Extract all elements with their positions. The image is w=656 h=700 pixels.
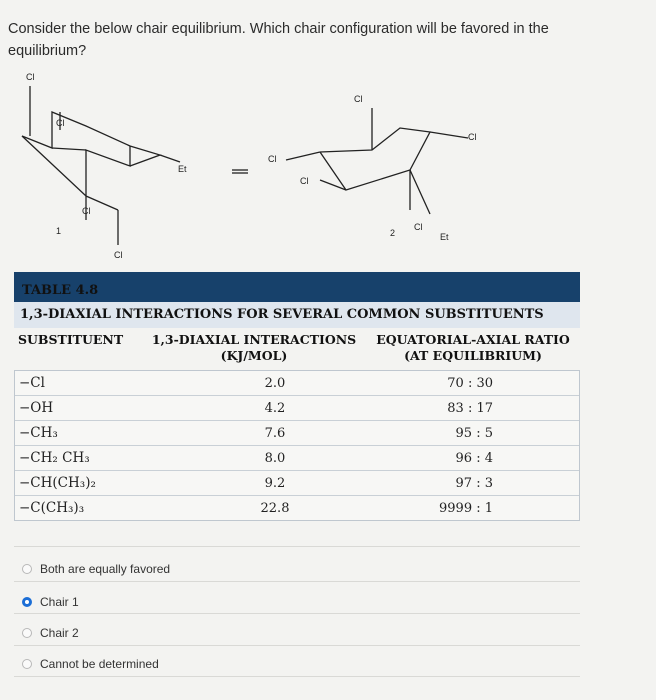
option-label: Chair 1 (40, 595, 79, 609)
table-row (15, 396, 579, 421)
table-row (15, 496, 579, 520)
cell-ratio: 70 : 30 (447, 375, 493, 391)
cell-ratio: 83 : 17 (447, 400, 493, 416)
option-label: Cannot be determined (40, 657, 159, 671)
chair-1-structure (22, 86, 180, 245)
equilibrium-arrow (232, 170, 248, 173)
chair-2-label-cl-right: Cl (468, 132, 477, 142)
table-body (14, 370, 580, 521)
divider (14, 581, 580, 582)
header-substituent: SUBSTITUENT (18, 332, 124, 347)
chair-2-label-cl-inner: Cl (300, 176, 309, 186)
cell-energy: 22.8 (260, 500, 290, 516)
cell-ratio: 96 : 4 (455, 450, 493, 466)
table-title: TABLE 4.8 (14, 272, 580, 302)
data-table (14, 272, 580, 368)
table-row (15, 446, 579, 471)
cell-energy: 2.0 (264, 375, 286, 391)
radio-button[interactable] (22, 564, 32, 574)
cell-energy: 8.0 (264, 450, 286, 466)
cell-ratio: 97 : 3 (455, 475, 493, 491)
question-text: Consider the below chair equilibrium. Which chair configuration will be favored in the equilibrium? (8, 21, 549, 59)
table-header-row (14, 328, 580, 368)
option-label: Chair 2 (40, 626, 79, 640)
cell-ratio: 95 : 5 (455, 425, 493, 441)
header-interactions (142, 332, 366, 368)
option-chair-2[interactable] (22, 621, 79, 645)
radio-button[interactable] (22, 628, 32, 638)
chair-2-number: 2 (390, 228, 396, 238)
divider (14, 676, 580, 677)
divider (14, 645, 580, 646)
cell-energy: 4.2 (264, 400, 286, 416)
chair-equilibrium-figure (0, 60, 656, 280)
chair-1-label-cl-lower: Cl (82, 206, 91, 216)
chair-2-label-cl-top: Cl (354, 94, 363, 104)
table-row (15, 421, 579, 446)
table-row (15, 371, 579, 396)
divider (14, 546, 580, 547)
chair-1-label-cl-bottom: Cl (114, 250, 123, 260)
header-ratio (366, 332, 580, 368)
cell-substituent: −CH₂ CH₃ (19, 450, 90, 466)
option-cannot-be-determined[interactable] (22, 652, 159, 676)
chair-1-number: 1 (56, 226, 62, 236)
header-interactions-unit: (KJ/MOL) (220, 348, 288, 363)
cell-ratio: 9999 : 1 (439, 500, 493, 516)
cell-energy: 7.6 (264, 425, 286, 441)
option-both-equally-favored[interactable] (22, 557, 170, 581)
chair-2-label-cl-bottom: Cl (414, 222, 423, 232)
option-chair-1[interactable] (22, 590, 79, 614)
chair-1-label-cl-top: Cl (26, 72, 35, 82)
table-subtitle: 1,3-DIAXIAL INTERACTIONS FOR SEVERAL COMMON SUBSTITUENTS (14, 302, 580, 328)
cell-substituent: −CH(CH₃)₂ (19, 475, 96, 491)
header-ratio-note: (AT EQUILIBRIUM) (404, 348, 542, 363)
chair-2-label-et: Et (440, 232, 449, 242)
cell-substituent: −CH₃ (19, 425, 58, 441)
chair-1-label-et: Et (178, 164, 187, 174)
radio-button[interactable] (22, 659, 32, 669)
divider (14, 613, 580, 614)
radio-button-selected[interactable] (22, 597, 32, 607)
header-ratio-title: EQUATORIAL-AXIAL RATIO (376, 332, 570, 347)
header-interactions-title: 1,3-DIAXIAL INTERACTIONS (151, 332, 357, 347)
cell-energy: 9.2 (264, 475, 286, 491)
cell-substituent: −C(CH₃)₃ (19, 500, 85, 516)
chair-2-label-cl-left: Cl (268, 154, 277, 164)
table-row (15, 471, 579, 496)
cell-substituent: −OH (19, 400, 54, 416)
chair-1-label-cl-upper: Cl (56, 118, 65, 128)
cell-substituent: −Cl (19, 375, 45, 391)
chair-2-structure (286, 108, 468, 214)
option-label: Both are equally favored (40, 562, 171, 576)
